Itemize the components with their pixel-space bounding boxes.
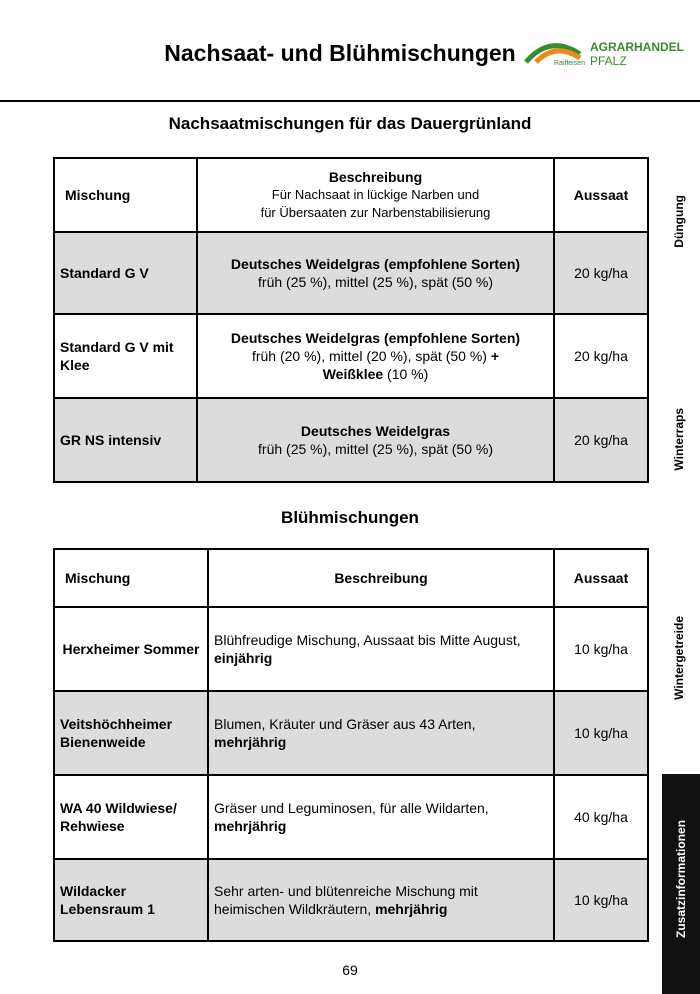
mix-description: Blühfreudige Mischung, Aussaat bis Mitte August, einjährig <box>208 607 554 691</box>
seed-rate: 20 kg/ha <box>554 232 648 314</box>
mix-description: Deutsches Weidelgras (empfohlene Sorten) früh (20 %), mittel (20 %), spät (50 %) + Weißklee (10 %) <box>197 314 554 398</box>
header-note: für Übersaaten zur Narbenstabilisierung <box>260 205 491 220</box>
section-title-nachsaat: Nachsaatmischungen für das Dauergrünland <box>168 114 532 133</box>
nachsaat-table <box>53 157 649 483</box>
mix-name: Standard G V <box>54 232 197 314</box>
section-title-bluehmischungen: Blühmischungen <box>281 508 419 527</box>
mix-description: Deutsches Weidelgras (empfohlene Sorten) früh (25 %), mittel (25 %), spät (50 %) <box>197 232 554 314</box>
header-rule <box>0 100 700 102</box>
mix-description: Gräser und Leguminosen, für alle Wildarten, mehrjährig <box>208 775 554 859</box>
bluehmischungen-table <box>53 548 649 942</box>
page-number: 69 <box>342 962 358 978</box>
mix-name: Herxheimer Sommer <box>54 607 208 691</box>
col-header-mischung: Mischung <box>54 549 208 607</box>
side-tab-winterraps[interactable]: Winterraps <box>672 408 686 471</box>
col-header-beschreibung: Beschreibung Für Nachsaat in lückige Narben und für Übersaaten zur Narbenstabilisierung <box>197 158 554 232</box>
seed-rate: 20 kg/ha <box>554 314 648 398</box>
seed-rate: 10 kg/ha <box>554 607 648 691</box>
table-row <box>54 775 648 859</box>
side-tab-wintergetreide[interactable]: Wintergetreide <box>672 616 686 700</box>
table-row <box>54 398 648 482</box>
col-header-aussaat: Aussaat <box>554 158 648 232</box>
mix-description: Blumen, Kräuter und Gräser aus 43 Arten, mehrjährig <box>208 691 554 775</box>
mix-name: Wildacker Lebensraum 1 <box>54 859 208 941</box>
col-header-mischung: Mischung <box>54 158 197 232</box>
seed-rate: 10 kg/ha <box>554 859 648 941</box>
side-tab-duengung[interactable]: Düngung <box>672 195 686 248</box>
agrarhandel-logo <box>522 36 687 70</box>
page-title: Nachsaat- und Blühmischungen <box>164 40 516 66</box>
col-header-aussaat: Aussaat <box>554 549 648 607</box>
mix-description: Deutsches Weidelgras früh (25 %), mittel (25 %), spät (50 %) <box>197 398 554 482</box>
seed-rate: 40 kg/ha <box>554 775 648 859</box>
header-note: Für Nachsaat in lückige Narben und <box>271 187 480 202</box>
mix-name: Veitshöchheimer Bienenweide <box>54 691 208 775</box>
table-row <box>54 691 648 775</box>
col-header-beschreibung: Beschreibung <box>208 549 554 607</box>
mix-name: GR NS intensiv <box>54 398 197 482</box>
svg-text:AGRARHANDEL: AGRARHANDEL <box>590 40 684 54</box>
table-row <box>54 607 648 691</box>
seed-rate: 10 kg/ha <box>554 691 648 775</box>
side-tab-zusatzinformationen[interactable]: Zusatzinformationen <box>674 820 688 939</box>
mix-name: WA 40 Wildwiese/ Rehwiese <box>54 775 208 859</box>
svg-text:Raiffeisen: Raiffeisen <box>554 60 586 67</box>
mix-description: Sehr arten- und blütenreiche Mischung mit heimischen Wildkräutern, mehrjährig <box>208 859 554 941</box>
seed-rate: 20 kg/ha <box>554 398 648 482</box>
table-row <box>54 232 648 314</box>
table-row <box>54 859 648 941</box>
mix-name: Standard G V mit Klee <box>54 314 197 398</box>
svg-text:PFALZ: PFALZ <box>590 54 627 68</box>
table-row <box>54 314 648 398</box>
